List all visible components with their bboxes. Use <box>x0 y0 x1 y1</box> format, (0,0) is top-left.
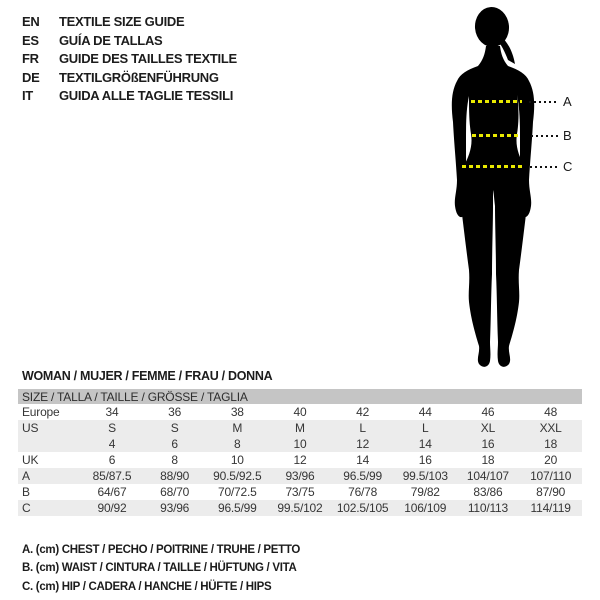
table-cell: 12 <box>356 437 370 451</box>
legend-row: A. (cm) CHEST / PECHO / POITRINE / TRUHE / PETTO <box>22 544 301 556</box>
table-cell: 88/90 <box>160 469 190 483</box>
table-cell: M <box>232 421 243 435</box>
table-row <box>18 468 582 484</box>
language-label: TEXTILE SIZE GUIDE <box>59 14 185 29</box>
table-cell: 40 <box>293 405 307 419</box>
waist-measure-line <box>472 134 519 137</box>
table-cell: 110/113 <box>467 501 509 515</box>
legend-row: C. (cm) HIP / CADERA / HANCHE / HÜFTE / HIPS <box>22 580 272 593</box>
table-cell: 79/82 <box>410 485 440 499</box>
table-cell: S <box>108 421 116 435</box>
chest-leader-dots <box>529 101 559 103</box>
language-row <box>22 13 237 32</box>
table-cell: M <box>295 421 305 435</box>
chest-measure-line <box>471 100 522 103</box>
table-row-label: US <box>22 421 39 435</box>
table-cell: 8 <box>171 453 178 467</box>
table-cell: 10 <box>230 453 244 467</box>
waist-marker-label: B <box>563 128 572 143</box>
language-row <box>22 32 237 51</box>
language-code: DE <box>22 69 40 85</box>
language-row <box>22 87 237 106</box>
table-cell: 64/67 <box>97 485 127 499</box>
hip-measure-line <box>462 165 525 168</box>
table-cell: S <box>170 421 179 435</box>
table-cell: 16 <box>418 453 432 467</box>
table-cell: 93/96 <box>160 501 190 515</box>
table-cell: 42 <box>356 405 370 419</box>
language-label: GUÍA DE TALLAS <box>59 32 163 48</box>
table-cell: 4 <box>108 437 116 451</box>
table-cell: L <box>422 421 429 435</box>
table-cell: 48 <box>544 405 558 419</box>
measure-legend <box>22 541 300 596</box>
table-cell: 46 <box>481 405 495 419</box>
table-cell: 38 <box>230 405 244 419</box>
language-label: TEXTILGRÖßENFÜHRUNG <box>59 69 219 85</box>
language-label: GUIDA ALLE TAGLIE TESSILI <box>59 88 234 104</box>
woman-silhouette <box>405 0 575 370</box>
table-row-label: A <box>22 469 30 483</box>
table-cell: XXL <box>539 421 562 435</box>
language-code: IT <box>22 88 33 104</box>
hip-leader-dots <box>530 166 559 168</box>
table-row-label: B <box>22 485 30 499</box>
table-cell: 16 <box>481 437 495 451</box>
table-row <box>18 500 582 516</box>
table-row-label: C <box>22 501 31 515</box>
language-code: FR <box>22 51 39 67</box>
table-row <box>18 436 582 452</box>
table-cell: 70/72.5 <box>217 485 257 499</box>
table-cell: 8 <box>234 437 241 451</box>
language-row <box>22 50 237 69</box>
table-cell: 6 <box>108 453 116 467</box>
table-cell: 12 <box>293 453 307 467</box>
table-cell: 14 <box>356 453 370 467</box>
size-table-body <box>18 404 582 516</box>
table-row <box>18 420 582 436</box>
size-table-header-row <box>18 389 582 404</box>
table-cell: 44 <box>418 405 432 419</box>
language-code: ES <box>22 32 39 48</box>
hip-marker-label: C <box>563 159 573 174</box>
table-cell: 10 <box>293 437 307 451</box>
table-cell: 87/90 <box>536 485 566 499</box>
table-row-label: UK <box>22 453 39 467</box>
table-cell: 76/78 <box>348 485 378 499</box>
table-cell: 36 <box>168 405 182 419</box>
table-cell: 34 <box>105 405 119 419</box>
size-table-header: SIZE / TALLA / TAILLE / GRÖSSE / TAGLIA <box>22 389 248 404</box>
table-cell: 102.5/105 <box>336 501 389 515</box>
chest-marker-label: A <box>563 94 572 109</box>
table-cell: 99.5/102 <box>277 501 323 515</box>
size-table <box>18 389 582 516</box>
language-list <box>22 13 237 106</box>
table-cell: 18 <box>544 437 558 451</box>
table-cell: 68/70 <box>160 485 190 499</box>
table-cell: 96.5/99 <box>217 501 257 515</box>
table-row-label: Europe <box>22 405 60 419</box>
table-row <box>18 452 582 468</box>
table-cell: 114/119 <box>530 501 571 515</box>
table-cell: 73/75 <box>285 485 315 499</box>
table-cell: 90/92 <box>97 501 127 515</box>
table-row-label <box>18 436 81 452</box>
table-row <box>18 404 582 420</box>
table-cell: 20 <box>544 453 558 467</box>
table-cell: 83/86 <box>473 485 503 499</box>
language-label: GUIDE DES TAILLES TEXTILE <box>59 51 237 67</box>
table-cell: 104/107 <box>466 469 509 483</box>
waist-leader-dots <box>531 135 559 137</box>
table-cell: 96.5/99 <box>343 469 382 483</box>
table-cell: 107/110 <box>530 469 572 483</box>
table-cell: L <box>359 421 366 435</box>
table-cell: 14 <box>418 437 432 451</box>
table-cell: 18 <box>481 453 495 467</box>
table-cell: 99.5/103 <box>402 469 448 483</box>
legend-row: B. (cm) WAIST / CINTURA / TAILLE / HÜFTUNG / VITA <box>22 562 297 575</box>
table-cell: XL <box>480 421 496 435</box>
table-cell: 85/87.5 <box>92 469 132 483</box>
table-cell: 90.5/92.5 <box>213 469 262 483</box>
table-row <box>18 484 582 500</box>
section-title: WOMAN / MUJER / FEMME / FRAU / DONNA <box>22 369 273 383</box>
woman-silhouette-figure <box>405 0 575 370</box>
table-cell: 6 <box>171 437 178 451</box>
language-row <box>22 69 237 88</box>
table-cell: 106/109 <box>404 501 447 515</box>
language-code: EN <box>22 14 40 29</box>
table-cell: 93/96 <box>285 469 315 483</box>
